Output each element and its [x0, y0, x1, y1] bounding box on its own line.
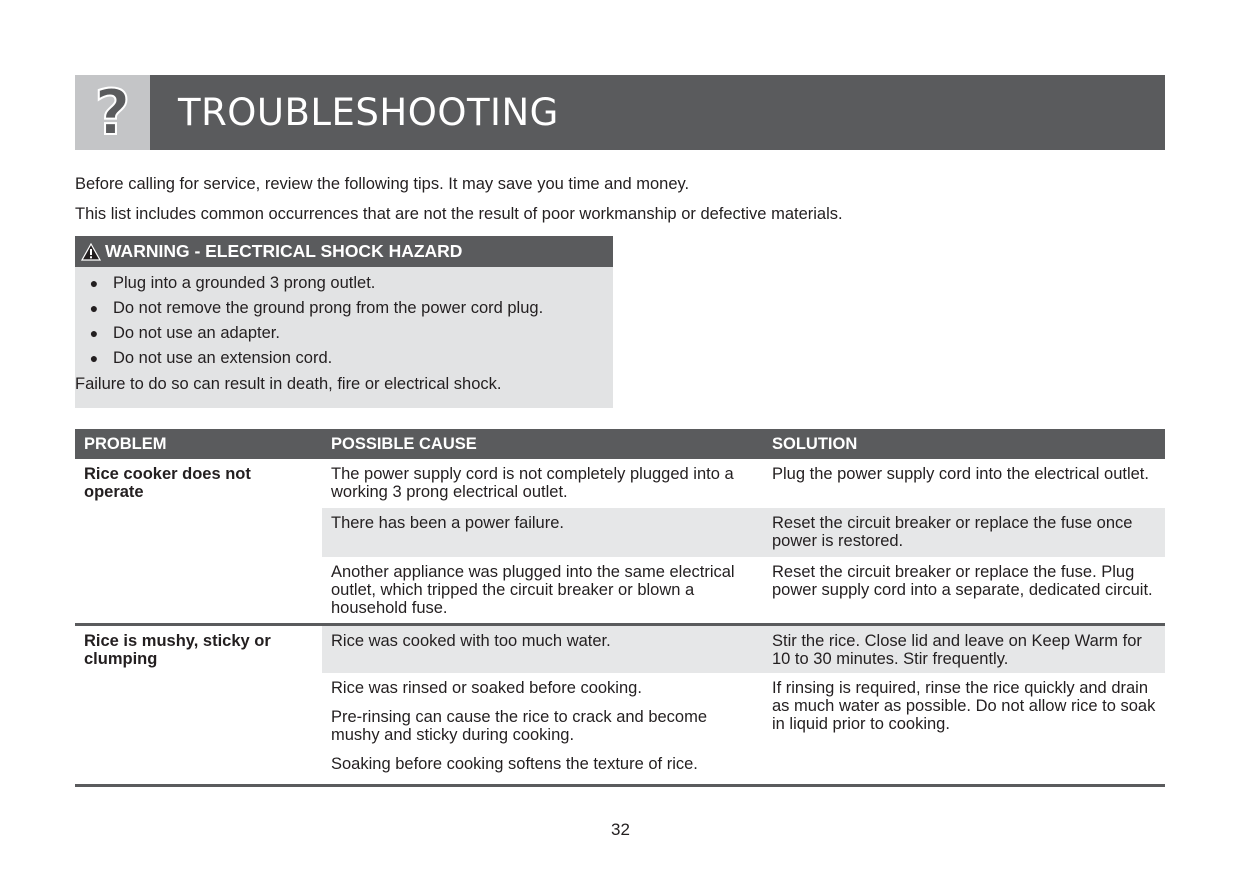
cause-text: Pre-rinsing can cause the rice to crack and become mushy and sticky during cooking. — [331, 708, 708, 744]
cause-text: Soaking before cooking softens the texture of rice. — [331, 755, 698, 773]
column-header-problem: PROBLEM — [75, 429, 322, 459]
bullet-icon: ● — [89, 325, 99, 341]
section-title-bar — [75, 75, 1165, 150]
bullet-icon: ● — [89, 275, 99, 291]
cause-cell — [322, 459, 763, 508]
cause-text: Rice was rinsed or soaked before cooking. — [331, 679, 642, 697]
warning-item — [75, 321, 613, 346]
bullet-icon: ● — [89, 300, 99, 316]
column-header-solution: SOLUTION — [763, 429, 1165, 459]
warning-item-text: Do not use an adapter. — [113, 324, 280, 342]
cause-text: The power supply cord is not completely plugged into a working 3 prong electrical outlet. — [331, 465, 734, 501]
troubleshooting-table — [75, 429, 1165, 787]
warning-triangle-icon — [81, 243, 101, 261]
table-row — [75, 459, 1165, 508]
cause-cell — [322, 624, 763, 673]
cause-cell — [322, 508, 763, 557]
intro-line-1: Before calling for service, review the following tips. It may save you time and money. — [75, 175, 690, 193]
warning-footer: Failure to do so can result in death, fire or electrical shock. — [75, 375, 502, 393]
intro-line-2: This list includes common occurrences that are not the result of poor workmanship or defective materials. — [75, 205, 843, 223]
solution-cell: Reset the circuit breaker or replace the fuse once power is restored. — [763, 508, 1165, 557]
problem-cell: Rice is mushy, sticky or clumping — [75, 624, 322, 785]
cause-cell — [322, 557, 763, 624]
problem-cell: Rice cooker does not operate — [75, 459, 322, 624]
table-header-row — [75, 429, 1165, 459]
warning-item-text: Plug into a grounded 3 prong outlet. — [113, 274, 376, 292]
page-number: 32 — [611, 820, 630, 839]
cause-text: There has been a power failure. — [331, 514, 564, 532]
warning-item — [75, 346, 613, 371]
cause-text: Another appliance was plugged into the same electrical outlet, which tripped the circuit breaker or blown a household fuse. — [331, 563, 735, 617]
cause-text: Rice was cooked with too much water. — [331, 631, 611, 650]
warning-box — [75, 236, 613, 408]
solution-cell: Stir the rice. Close lid and leave on Keep Warm for 10 to 30 minutes. Stir frequently. — [763, 624, 1165, 673]
warning-item — [75, 271, 613, 296]
question-mark-icon: ? — [75, 75, 150, 150]
warning-item-text: Do not use an extension cord. — [113, 349, 333, 367]
page-title-bar — [150, 75, 1165, 150]
warning-header — [75, 236, 613, 267]
solution-cell: If rinsing is required, rinse the rice quickly and drain as much water as possible. Do not allow rice to soak in liquid prior to cooking. — [763, 673, 1165, 785]
solution-cell: Plug the power supply cord into the electrical outlet. — [772, 465, 1149, 483]
warning-item — [75, 296, 613, 321]
bullet-icon: ● — [89, 350, 99, 366]
column-header-cause: POSSIBLE CAUSE — [322, 429, 763, 459]
warning-list — [75, 267, 613, 371]
warning-item-text: Do not remove the ground prong from the power cord plug. — [113, 299, 544, 317]
table-row — [75, 624, 1165, 673]
warning-title: WARNING - ELECTRICAL SHOCK HAZARD — [105, 241, 463, 261]
page-title: TROUBLESHOOTING — [178, 91, 559, 134]
solution-cell: Reset the circuit breaker or replace the fuse. Plug power supply cord into a separate, dedicated circuit. — [763, 557, 1165, 624]
cause-cell — [322, 673, 763, 785]
